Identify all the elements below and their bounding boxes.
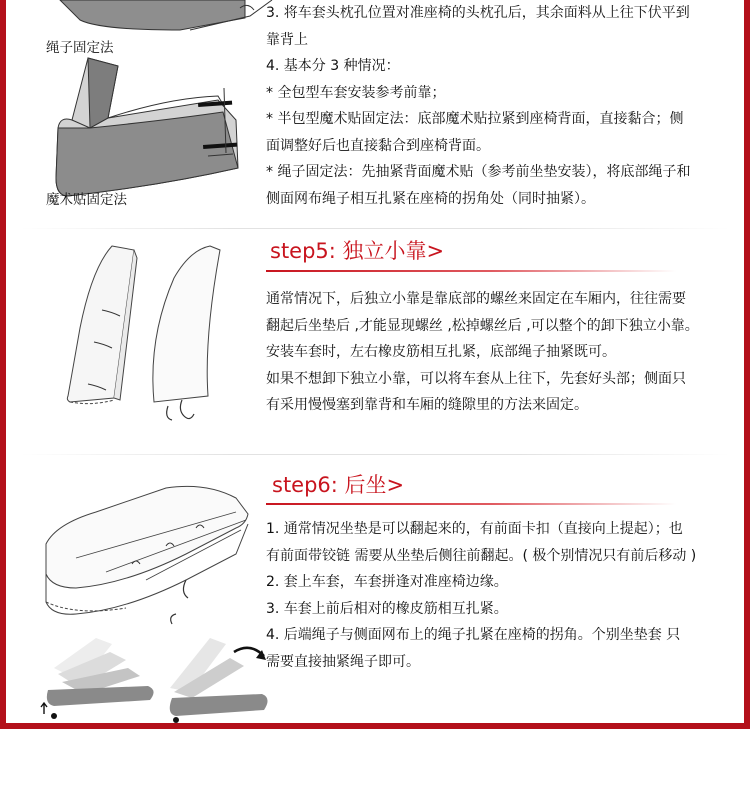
text-line: * 全包型车套安装参考前靠；: [266, 84, 446, 101]
velcro-seat-illustration: [48, 58, 268, 208]
step5-underline: [266, 270, 676, 272]
rope-method-label: 绳子固定法: [46, 40, 114, 56]
step6-underline: [266, 503, 676, 505]
seat-flip-motion-illustration: [40, 624, 280, 724]
step6-text: [266, 516, 696, 675]
step6-title: step6: 后坐>: [272, 473, 405, 497]
text-line: 3. 将车套头枕孔位置对准座椅的头枕孔后，其余面料从上往下伏平到: [266, 5, 690, 21]
step5-text: [266, 286, 699, 419]
text-line: 通常情况下，后独立小靠是靠底部的螺丝来固定在车厢内，往往需要: [266, 291, 686, 307]
text-line: 靠背上: [266, 31, 308, 48]
text-line: 4. 后端绳子与侧面网布上的绳子扎紧在座椅的拐角。个别坐垫套 只: [266, 627, 681, 643]
text-line: 侧面网布绳子相互扎紧在座椅的拐角处（同时抽紧）。: [266, 190, 595, 207]
text-line: 2. 套上车套，车套拼逢对准座椅边缘。: [266, 574, 508, 590]
text-line: * 半包型魔术贴固定法：底部魔术贴拉紧到座椅背面，直接黏合；侧: [266, 111, 684, 127]
text-line: 需要直接抽紧绳子即可。: [266, 653, 420, 670]
velcro-method-label: 魔术贴固定法: [46, 192, 127, 208]
text-line: 有前面带铰链 需要从坐垫后侧往前翻起。( 极个别情况只有前后移动 ): [266, 547, 697, 564]
text-line: 1. 通常情况坐垫是可以翻起来的，有前面卡扣（直接向上提起）；也: [266, 521, 683, 537]
top-section-text: [266, 0, 690, 212]
text-line: 如果不想卸下独立小靠，可以将车套从上往下，先套好头部；侧面只: [266, 370, 686, 387]
text-line: 翻起后坐垫后 ,才能显现螺丝 ,松掉螺丝后 ,可以整个的卸下独立小靠。: [266, 317, 699, 334]
text-line: 安装车套时，左右橡皮筋相互扎紧，底部绳子抽紧既可。: [266, 344, 616, 360]
independent-backrest-illustration: [62, 238, 262, 438]
section-divider: [20, 228, 730, 229]
step5-title: step5: 独立小靠>: [270, 239, 445, 263]
text-line: 4. 基本分 3 种情况：: [266, 58, 400, 74]
headrest-seat-top-illustration: [40, 0, 300, 40]
text-line: 面调整好后也直接黏合到座椅背面。: [266, 137, 490, 154]
text-line: * 绳子固定法：先抽紧背面魔术贴（参考前坐垫安装），将底部绳子和: [266, 164, 691, 180]
text-line: 有采用慢慢塞到靠背和车厢的缝隙里的方法来固定。: [266, 397, 588, 413]
text-line: 3. 车套上前后相对的橡皮筋相互扎紧。: [266, 600, 508, 617]
section-divider: [20, 454, 730, 455]
rear-seat-cushion-illustration: [36, 484, 266, 634]
